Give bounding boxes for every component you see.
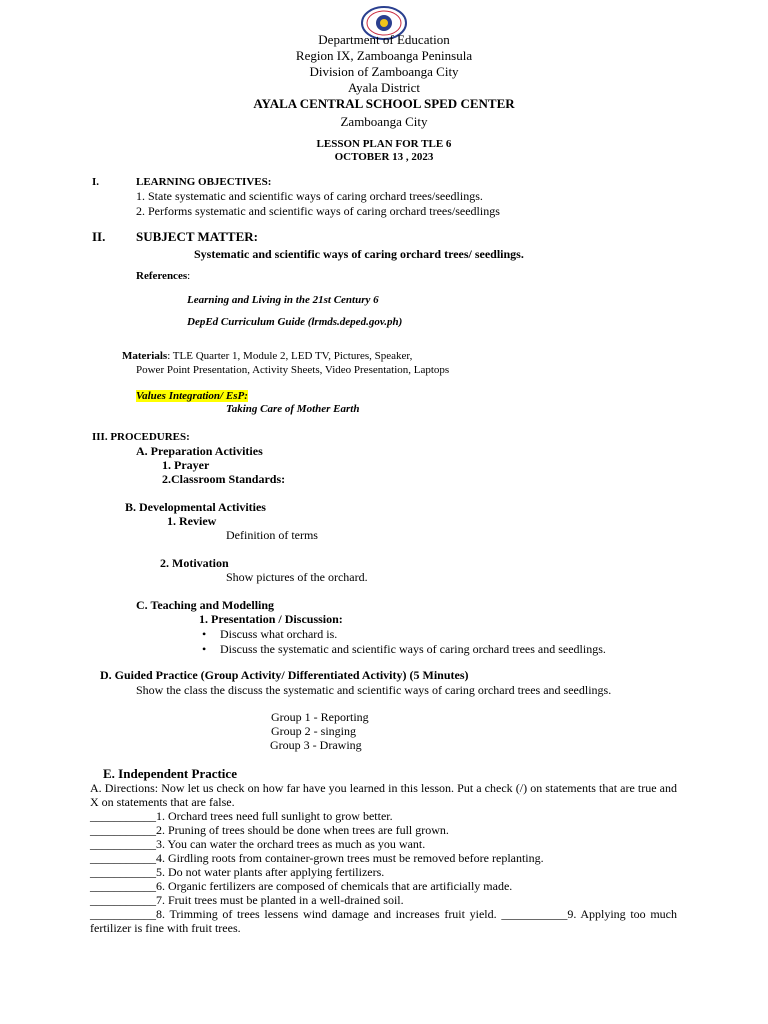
group-item: Group 2 - singing [271, 724, 356, 738]
presentation-heading-text: 1. Presentation / Discussion: [199, 612, 343, 626]
objectives-numeral: I. [92, 176, 100, 188]
developmental-heading: B. Developmental Activities [125, 500, 266, 514]
references-colon: : [187, 270, 191, 282]
statement-item: ___________2. Pruning of trees should be done when trees are full grown. [90, 823, 449, 837]
school-name: AYALA CENTRAL SCHOOL SPED CENTER [253, 96, 515, 111]
statement-item: ___________1. Orchard trees need full sunlight to grow better. [90, 809, 393, 823]
school-city: Zamboanga City [340, 114, 428, 129]
reference-item: DepEd Curriculum Guide (lrmds.deped.gov.ph) [187, 316, 403, 328]
materials-line-1 [122, 350, 412, 362]
review-text: Definition of terms [226, 528, 318, 542]
header-line-3: Division of Zamboanga City [309, 64, 459, 79]
reference-item: Learning and Living in the 21st Century 6 [187, 294, 379, 306]
list-item-text: Discuss the systematic and scientific ways of caring orchard trees and seedlings. [220, 642, 606, 656]
header-line-2: Region IX, Zamboanga Peninsula [295, 48, 473, 63]
guided-practice-heading: D. Guided Practice (Group Activity/ Differentiated Activity) (5 Minutes) [100, 668, 469, 682]
presentation-heading [199, 612, 343, 627]
group-item: Group 1 - Reporting [271, 710, 369, 724]
independent-practice-heading: E. Independent Practice [103, 766, 237, 781]
references-label-text: References [136, 270, 188, 282]
statement-item: ___________4. Girdling roots from container-grown trees must be removed before replanting. [90, 851, 544, 865]
materials-text: : TLE Quarter 1, Module 2, LED TV, Pictures, Speaker, [167, 350, 413, 362]
objectives-heading: LEARNING OBJECTIVES: [136, 176, 272, 188]
statement-item: ___________8. Trimming of trees lessens wind damage and increases fruit yield. ___________9. Applying too much fertilizer is fine with fruit trees. [90, 907, 677, 935]
statement-item: ___________6. Organic fertilizers are composed of chemicals that are artificially made. [90, 879, 513, 893]
preparation-heading: A. Preparation Activities [136, 444, 263, 458]
review-heading: 1. Review [167, 514, 217, 528]
plan-title: LESSON PLAN FOR TLE 6 [316, 138, 452, 150]
preparation-standards: 2.Classroom Standards: [162, 472, 286, 486]
group-item: Group 3 - Drawing [270, 738, 362, 752]
list-item [202, 627, 337, 642]
teaching-heading: C. Teaching and Modelling [136, 598, 275, 612]
objective-item: 2. Performs systematic and scientific ways of caring orchard trees/seedlings [136, 204, 500, 218]
materials-label: Materials [122, 350, 168, 362]
statement-item: ___________3. You can water the orchard trees as much as you want. [90, 837, 426, 851]
materials-line-2: Power Point Presentation, Activity Sheets, Video Presentation, Laptops [136, 364, 450, 376]
bullet-icon: • [202, 642, 207, 656]
header-line-1: Department of Education [318, 32, 450, 47]
objective-item: 1. State systematic and scientific ways of caring orchard trees/seedlings. [136, 189, 483, 203]
preparation-prayer: 1. Prayer [162, 458, 210, 472]
motivation-heading: 2. Motivation [160, 556, 229, 570]
independent-directions: A. Directions: Now let us check on how far have you learned in this lesson. Put a check (/) on statements that are true and X on statements that are false. [90, 781, 677, 809]
list-item [202, 642, 606, 657]
values-text: Taking Care of Mother Earth [226, 403, 360, 415]
procedures-heading: III. PROCEDURES: [92, 431, 190, 443]
subject-heading: SUBJECT MATTER: [136, 229, 258, 244]
list-item-text: Discuss what orchard is. [220, 627, 338, 641]
values-label-highlight: Values Integration/ EsP: [136, 390, 248, 402]
guided-practice-text: Show the class the discuss the systematic and scientific ways of caring orchard trees and seedlings. [136, 683, 612, 697]
statement-item: ___________5. Do not water plants after applying fertilizers. [90, 865, 385, 879]
statement-item: ___________7. Fruit trees must be planted in a well-drained soil. [90, 893, 404, 907]
header-line-4: Ayala District [347, 80, 421, 95]
motivation-text: Show pictures of the orchard. [226, 570, 368, 584]
bullet-icon: • [202, 627, 207, 641]
values-label [136, 390, 248, 402]
plan-date: OCTOBER 13 , 2023 [334, 151, 434, 163]
references-label [136, 270, 190, 282]
subject-topic: Systematic and scientific ways of caring orchard trees/ seedlings. [194, 247, 524, 261]
subject-numeral: II. [92, 229, 106, 244]
